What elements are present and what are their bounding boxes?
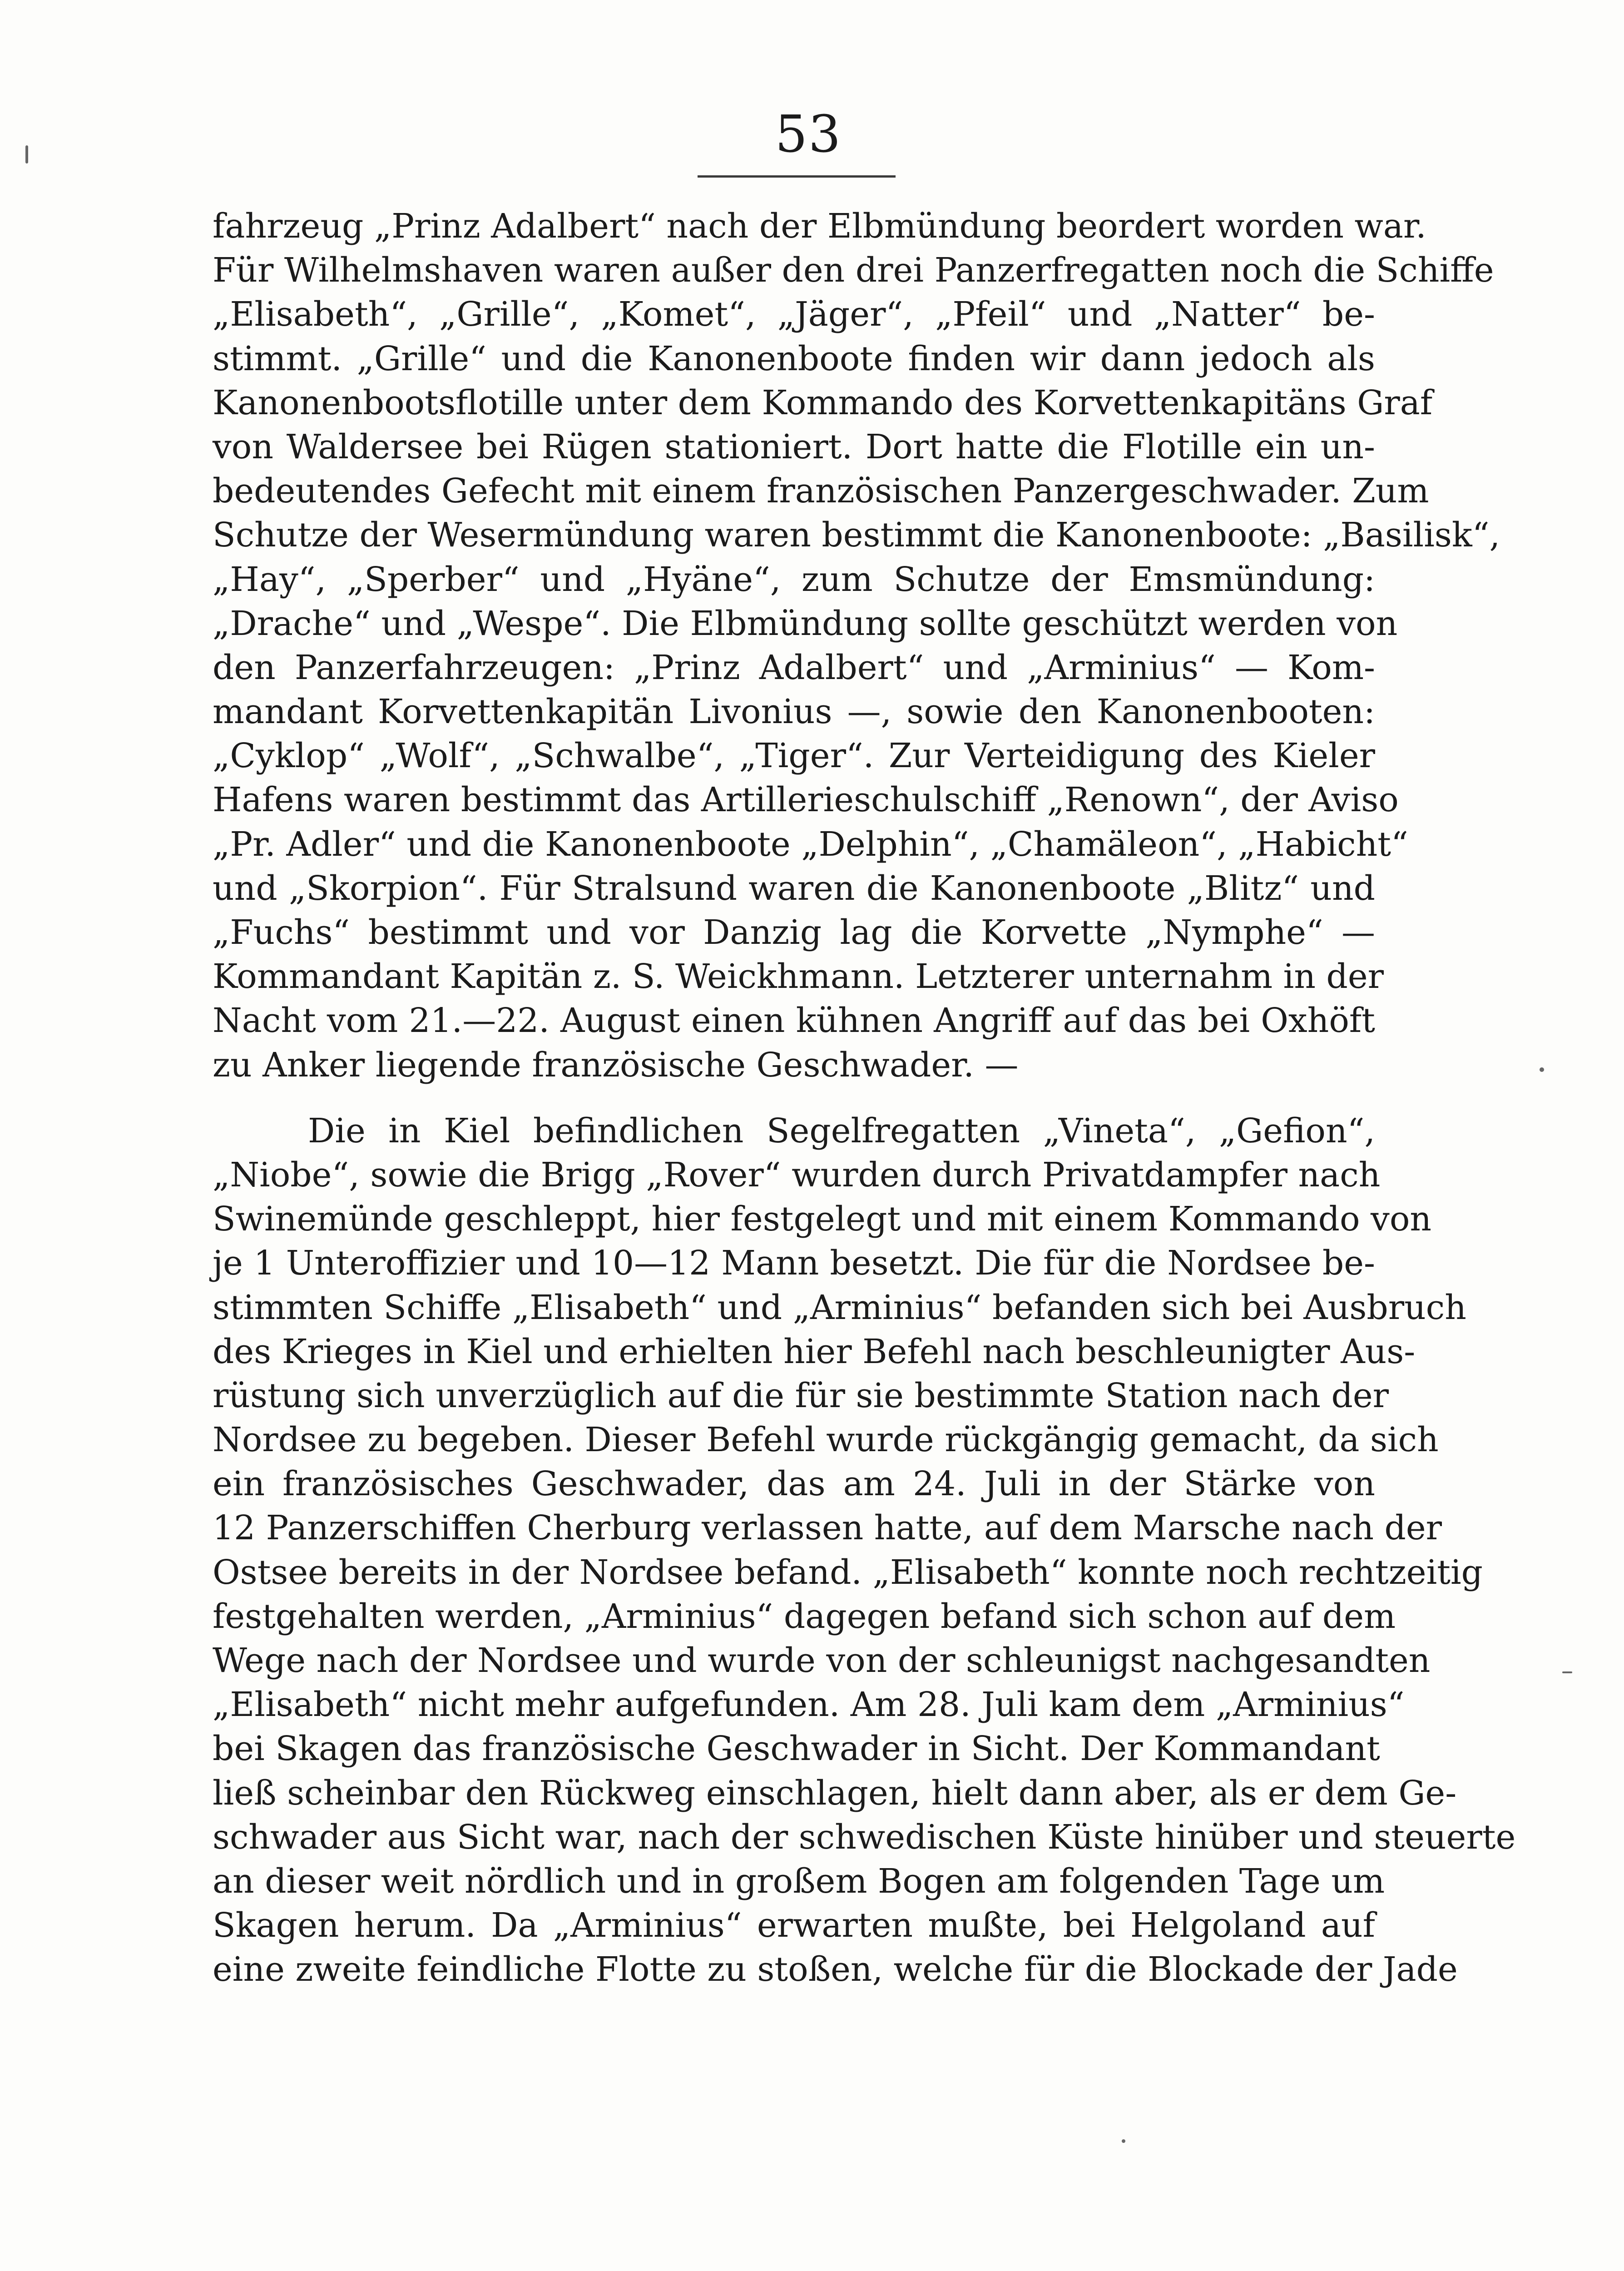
- text-line: Wege nach der Nordsee und wurde von der schleunigst nachgesandten: [213, 1641, 1431, 1680]
- header-rule: [698, 175, 896, 178]
- text-line: „Fuchs“ bestimmt und vor Danzig lag die Korvette „Nymphe“ —: [213, 913, 1375, 952]
- text-line: Skagen herum. Da „Arminius“ erwarten mußte, bei Helgoland auf: [213, 1906, 1375, 1945]
- paragraph-1: [213, 204, 1500, 1087]
- text-line: von Waldersee bei Rügen stationiert. Dort hatte die Flotille ein un-: [213, 427, 1375, 466]
- text-line: je 1 Unteroffizier und 10—12 Mann besetzt. Die für die Nordsee be-: [213, 1244, 1375, 1283]
- text-line: „Elisabeth“, „Grille“, „Komet“, „Jäger“, „Pfeil“ und „Natter“ be-: [213, 295, 1375, 334]
- text-line: Die in Kiel befindlichen Segelfregatten „Vineta“, „Gefion“,: [308, 1111, 1375, 1150]
- text-line: mandant Korvettenkapitän Livonius —, sowie den Kanonenbooten:: [213, 692, 1375, 732]
- body-text: [213, 204, 1516, 1992]
- text-line: des Krieges in Kiel und erhielten hier Befehl nach beschleunigter Aus-: [213, 1332, 1416, 1371]
- scan-speck: [1562, 1671, 1572, 1673]
- text-line: Schutze der Wesermündung waren bestimmt die Kanonenboote: „Basilisk“,: [213, 516, 1500, 555]
- text-line: fahrzeug „Prinz Adalbert“ nach der Elbmündung beordert worden war.: [213, 207, 1426, 246]
- text-line: Ostsee bereits in der Nordsee befand. „Elisabeth“ konnte noch rechtzeitig: [213, 1552, 1483, 1592]
- text-line: 12 Panzerschiffen Cherburg verlassen hatte, auf dem Marsche nach der: [213, 1508, 1442, 1548]
- text-line: „Drache“ und „Wespe“. Die Elbmündung sollte geschützt werden von: [213, 604, 1398, 643]
- text-line: bei Skagen das französische Geschwader in Sicht. Der Kommandant: [213, 1729, 1380, 1769]
- paragraph-2: [213, 1109, 1516, 1992]
- text-line: zu Anker liegende französische Geschwader. —: [213, 1045, 1019, 1085]
- text-line: „Hay“, „Sperber“ und „Hyäne“, zum Schutze der Emsmündung:: [213, 560, 1375, 599]
- text-line: an dieser weit nördlich und in großem Bogen am folgenden Tage um: [213, 1861, 1385, 1901]
- text-line: Für Wilhelmshaven waren außer den drei Panzerfregatten noch die Schiffe: [213, 251, 1494, 290]
- text-line: Nacht vom 21.—22. August einen kühnen Angriff auf das bei Oxhöft: [213, 1001, 1375, 1041]
- text-line: stimmt. „Grille“ und die Kanonenboote finden wir dann jedoch als: [213, 339, 1375, 378]
- paragraph-spacer: [213, 1087, 1375, 1109]
- text-line: schwader aus Sicht war, nach der schwedischen Küste hinüber und steuerte: [213, 1817, 1516, 1857]
- text-line: eine zweite feindliche Flotte zu stoßen, welche für die Blockade der Jade: [213, 1950, 1458, 1989]
- scan-speck: [1540, 1067, 1544, 1072]
- text-line: Swinemünde geschleppt, hier festgelegt und mit einem Kommando von: [213, 1200, 1432, 1239]
- text-line: ließ scheinbar den Rückweg einschlagen, hielt dann aber, als er dem Ge-: [213, 1773, 1457, 1813]
- scan-speck: [25, 145, 28, 164]
- text-line: „Elisabeth“ nicht mehr aufgefunden. Am 28. Juli kam dem „Arminius“: [213, 1685, 1405, 1725]
- text-line: stimmten Schiffe „Elisabeth“ und „Arminius“ befanden sich bei Ausbruch: [213, 1288, 1466, 1327]
- text-line: „Cyklop“ „Wolf“, „Schwalbe“, „Tiger“. Zur Verteidigung des Kieler: [213, 736, 1375, 776]
- text-line: Kommandant Kapitän z. S. Weickhmann. Letzterer unternahm in der: [213, 957, 1384, 997]
- scan-speck: [1122, 2139, 1125, 2143]
- text-line: den Panzerfahrzeugen: „Prinz Adalbert“ und „Arminius“ — Kom-: [213, 648, 1375, 687]
- text-line: „Niobe“, sowie die Brigg „Rover“ wurden durch Privatdampfer nach: [213, 1155, 1381, 1195]
- page-number: 53: [775, 105, 842, 164]
- text-line: „Pr. Adler“ und die Kanonenboote „Delphin“, „Chamäleon“, „Habicht“: [213, 824, 1408, 864]
- text-line: Hafens waren bestimmt das Artillerieschulschiff „Renown“, der Aviso: [213, 780, 1399, 820]
- text-line: ein französisches Geschwader, das am 24. Juli in der Stärke von: [213, 1464, 1375, 1504]
- text-line: rüstung sich unverzüglich auf die für sie bestimmte Station nach der: [213, 1376, 1389, 1415]
- text-line: Nordsee zu begeben. Dieser Befehl wurde rückgängig gemacht, da sich: [213, 1420, 1439, 1460]
- text-line: bedeutendes Gefecht mit einem französischen Panzergeschwader. Zum: [213, 471, 1429, 511]
- text-line: Kanonenbootsflotille unter dem Kommando des Korvettenkapitäns Graf: [213, 383, 1433, 422]
- text-line: festgehalten werden, „Arminius“ dagegen befand sich schon auf dem: [213, 1597, 1396, 1636]
- text-line: und „Skorpion“. Für Stralsund waren die Kanonenboote „Blitz“ und: [213, 868, 1375, 908]
